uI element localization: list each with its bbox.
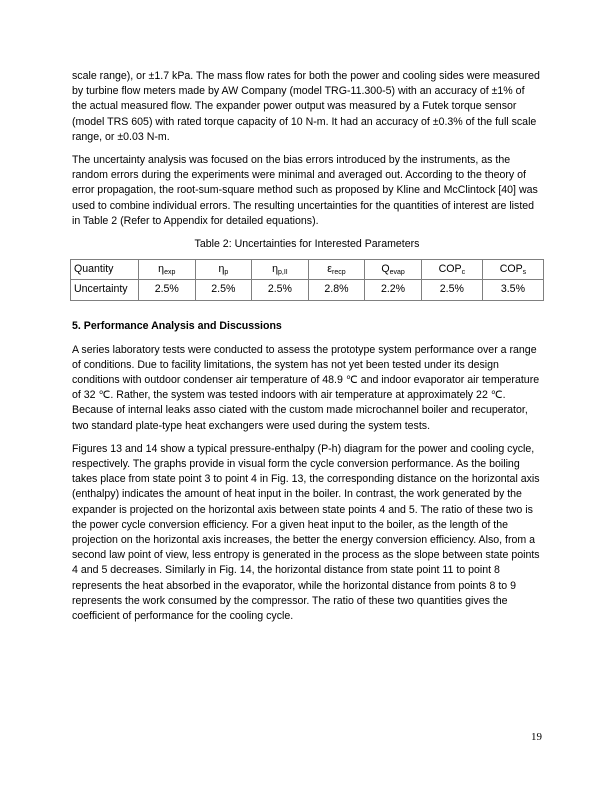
uncertainty-table xyxy=(70,259,544,300)
table-cell: 2.5% xyxy=(195,280,252,300)
table-cell: 2.5% xyxy=(252,280,309,300)
table-header-cell: $COP_c$ xyxy=(421,260,482,280)
table-caption: Table 2: Uncertainties for Interested Parameters xyxy=(194,238,420,251)
table-cell: 2.8% xyxy=(308,280,365,300)
table-header-cell: $COP_s$ xyxy=(482,260,543,280)
table-header-cell: $\eta_{p,II}$ xyxy=(252,260,309,280)
table-header-cell: $\varepsilon_{recp}$ xyxy=(308,260,365,280)
table-cell: 3.5% xyxy=(482,280,543,300)
table-row-label: Uncertainty xyxy=(71,280,139,300)
table-header-cell: $\eta_p$ xyxy=(195,260,252,280)
page-body xyxy=(72,69,542,632)
table-cell: 2.2% xyxy=(365,280,422,300)
table-cell: 2.5% xyxy=(139,280,196,300)
body-paragraph: The uncertainty analysis was focused on the bias errors introduced by the instruments, as the random errors during the experiments were minimal and averaged out. According to the theory of error propagation, the root-sum-square method such as proposed by Kline and McClintock [40] was used to combine individual errors. The resulting uncertainties for the quantities of interest are listed in Table 2 (Refer to Appendix for detailed equations). xyxy=(72,154,538,227)
body-paragraph: Figures 13 and 14 show a typical pressure-enthalpy (P-h) diagram for the power and cooling cycle, respectively. The graphs provide in visual form the cycle conversion performance. As the boiling takes place from state point 3 to point 4 in Fig. 13, the corresponding distance on the horizontal axis (enthalpy) indicates the amount of heat input in the boiler. In contrast, the work generated by the expander is projected on the horizontal axis between state points 4 and 5. The ratio of these two is the power cycle conversion efficiency. For a given heat input to the boiler, as the length of the projection on the horizontal axis increases, the better the energy conversion efficiency. Also, from a second law point of view, less entropy is generated in the process as the slope between state points 4 and 5 decreases. Similarly in Fig. 14, the horizontal distance from state point 11 to point 8 represents the heat absorbed in the evaporator, while the horizontal distance from points 8 to 9 represents the work consumed by the compressor. The ratio of these two quantities gives the coefficient of performance for the cooling cycle. xyxy=(72,442,540,623)
table-header-cell: $\eta_{exp}$ xyxy=(139,260,196,280)
page-number: 19 xyxy=(531,731,542,743)
table-header-cell: $Q_{evap}$ xyxy=(365,260,422,280)
section-heading: 5. Performance Analysis and Discussions xyxy=(72,319,282,332)
table-header-row xyxy=(71,260,544,280)
table-cell: 2.5% xyxy=(421,280,482,300)
body-paragraph: scale range), or ±1.7 kPa. The mass flow rates for both the power and cooling sides were measured by turbine flow meters made by AW Company (model TRG-11.300-5) with an accuracy of ±1% of the actual measured flow. The expander power output was measured by a Futek torque sensor (model TRS 605) with rated torque capacity of 10 N-m. It had an accuracy of ±0.3% of the full scale range, or ±0.03 N-m. xyxy=(72,70,540,143)
body-paragraph: A series laboratory tests were conducted to assess the prototype system performance over a range of conditions. Due to facility limitations, the system has not yet been tested under its design conditions with outdoor condenser air temperature of 48.9 ℃ and indoor evaporator air temperature of 32 ℃. Rather, the system was tested indoors with air temperature at approximately 22 ℃. Because of internal leaks asso ciated with the custom made microchannel boiler and recuperator, two standard plate-type heat exchangers were used during the system tests. xyxy=(72,343,540,432)
table-row xyxy=(71,280,544,300)
table-header-label: Quantity xyxy=(71,260,139,280)
